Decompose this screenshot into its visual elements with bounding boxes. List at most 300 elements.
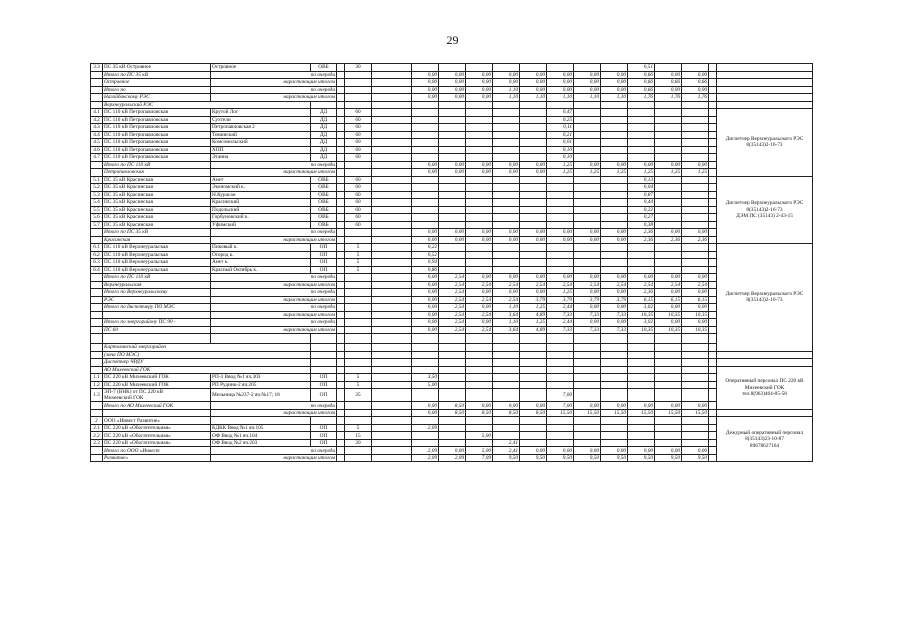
blank-cell bbox=[337, 359, 345, 367]
value-cell bbox=[439, 116, 466, 124]
power-cell: 20 bbox=[345, 439, 372, 447]
value-cell bbox=[412, 417, 439, 425]
value-cell bbox=[601, 251, 628, 259]
blank-cell bbox=[337, 381, 345, 389]
value-cell bbox=[682, 432, 709, 440]
value-cell: 2,54 bbox=[466, 281, 493, 289]
value-cell bbox=[601, 221, 628, 229]
blank-cell bbox=[372, 71, 412, 79]
value-cell bbox=[520, 259, 547, 267]
value-cell: 15,50 bbox=[655, 409, 682, 417]
value-cell: 8,50 bbox=[466, 409, 493, 417]
value-cell bbox=[655, 124, 682, 132]
value-cell: 0,00 bbox=[682, 289, 709, 297]
value-cell bbox=[601, 191, 628, 199]
blank-cell bbox=[628, 366, 655, 374]
table-row bbox=[91, 374, 813, 382]
power-cell: 60 bbox=[345, 146, 372, 154]
value-cell: 0,00 bbox=[493, 169, 520, 177]
blank-cell bbox=[372, 334, 412, 344]
blank-cell bbox=[345, 366, 372, 374]
power-cell: 5 bbox=[345, 259, 372, 267]
value-cell: 0,21 bbox=[547, 131, 574, 139]
value-cell bbox=[520, 417, 547, 425]
category-cell: ОП bbox=[311, 389, 337, 402]
blank-cell bbox=[682, 359, 709, 367]
substation-name: ПС 220 кВ «Обогатительная» bbox=[103, 439, 211, 447]
subtotal-kind: по очереди bbox=[211, 86, 337, 94]
value-cell bbox=[574, 176, 601, 184]
value-cell bbox=[682, 131, 709, 139]
value-cell: 0,00 bbox=[628, 161, 655, 169]
value-cell: 0,00 bbox=[682, 447, 709, 455]
table-row bbox=[91, 447, 813, 455]
subtotal-kind: по очереди bbox=[211, 71, 337, 79]
value-cell: 0,00 bbox=[547, 447, 574, 455]
blank-cell bbox=[337, 281, 345, 289]
value-cell bbox=[655, 374, 682, 382]
table-row bbox=[91, 71, 813, 79]
table-row bbox=[91, 109, 813, 117]
contact-note-line: ДЭМ ПС (35143) 2-43-15 bbox=[736, 212, 793, 219]
value-cell: 1,25 bbox=[547, 289, 574, 297]
table-row bbox=[91, 326, 813, 334]
value-cell bbox=[574, 199, 601, 207]
value-cell: 0,00 bbox=[520, 447, 547, 455]
value-cell: 0,00 bbox=[682, 86, 709, 94]
value-cell: 9,50 bbox=[520, 454, 547, 462]
value-cell bbox=[493, 206, 520, 214]
substation-name: ПС 35 кВ Красинская bbox=[103, 214, 211, 222]
value-cell: 0,00 bbox=[574, 289, 601, 297]
substation-line2: Михеевский ГОК bbox=[104, 395, 144, 402]
blank-cell bbox=[601, 344, 628, 352]
value-cell bbox=[520, 214, 547, 222]
table-row bbox=[91, 161, 813, 169]
value-cell bbox=[628, 381, 655, 389]
value-cell bbox=[601, 184, 628, 192]
blank-cell bbox=[372, 424, 412, 432]
value-cell bbox=[493, 266, 520, 274]
blank-cell bbox=[372, 244, 412, 252]
category-cell: ОВБ bbox=[311, 64, 337, 72]
value-cell: 0,00 bbox=[574, 71, 601, 79]
row-number bbox=[91, 296, 103, 304]
value-cell: 0,00 bbox=[412, 94, 439, 102]
subtotal-label bbox=[103, 409, 211, 417]
blank-cell bbox=[372, 214, 412, 222]
blank-cell bbox=[345, 311, 372, 319]
value-cell: 0,00 bbox=[655, 304, 682, 312]
value-cell: 0,00 bbox=[601, 274, 628, 282]
value-cell bbox=[709, 389, 717, 402]
feeder-name: Экономский к. bbox=[211, 184, 311, 192]
power-cell: 5 bbox=[345, 381, 372, 389]
value-cell bbox=[493, 184, 520, 192]
value-cell bbox=[601, 206, 628, 214]
value-cell: 0,00 bbox=[547, 86, 574, 94]
blank-cell bbox=[337, 101, 345, 109]
subtotal-label: Петропавловская bbox=[103, 169, 211, 177]
value-cell bbox=[547, 244, 574, 252]
value-cell: 2,09 bbox=[412, 454, 439, 462]
value-cell: 1,10 bbox=[520, 94, 547, 102]
value-cell: 0,00 bbox=[412, 169, 439, 177]
blank-cell bbox=[372, 206, 412, 214]
blank-cell bbox=[337, 86, 345, 94]
value-cell bbox=[709, 304, 717, 312]
value-cell: 1,10 bbox=[493, 319, 520, 327]
value-cell bbox=[709, 214, 717, 222]
table-row bbox=[91, 214, 813, 222]
value-cell: 2,54 bbox=[493, 296, 520, 304]
value-cell bbox=[547, 206, 574, 214]
value-cell: 0,00 bbox=[628, 447, 655, 455]
substation-name: ПС 220 кВ «Обогатительная» bbox=[103, 424, 211, 432]
value-cell bbox=[655, 206, 682, 214]
value-cell: 3,02 bbox=[628, 304, 655, 312]
value-cell: 15,50 bbox=[574, 409, 601, 417]
value-cell: 2,44 bbox=[547, 319, 574, 327]
value-cell: 2,54 bbox=[520, 281, 547, 289]
row-number: 5.7 bbox=[91, 221, 103, 229]
blank-cell bbox=[372, 417, 412, 425]
value-cell: 0,00 bbox=[412, 281, 439, 289]
substation-name: ПС 35 кВ Островное bbox=[103, 64, 211, 72]
value-cell: 1,25 bbox=[520, 319, 547, 327]
value-cell bbox=[682, 154, 709, 162]
subtotal-label: Развитие» bbox=[103, 454, 211, 462]
value-cell: 1,25 bbox=[655, 169, 682, 177]
value-cell: 0,00 bbox=[601, 447, 628, 455]
row-number: 4.2 bbox=[91, 116, 103, 124]
value-cell: 0,00 bbox=[439, 447, 466, 455]
blank-cell bbox=[337, 311, 345, 319]
value-cell: 10,35 bbox=[655, 326, 682, 334]
value-cell bbox=[655, 109, 682, 117]
blank-cell bbox=[709, 101, 717, 109]
row-number bbox=[91, 274, 103, 282]
value-cell bbox=[682, 64, 709, 72]
value-cell: 3,79 bbox=[547, 296, 574, 304]
table-row bbox=[91, 184, 813, 192]
table-row bbox=[91, 124, 813, 132]
value-cell: 0,00 bbox=[601, 319, 628, 327]
value-cell bbox=[709, 326, 717, 334]
value-cell bbox=[439, 381, 466, 389]
blank-cell bbox=[372, 64, 412, 72]
blank-cell bbox=[345, 344, 372, 352]
value-cell: 0,00 bbox=[439, 236, 466, 244]
table-row bbox=[91, 319, 813, 327]
value-cell bbox=[709, 116, 717, 124]
blank-cell bbox=[337, 154, 345, 162]
value-cell: 0,00 bbox=[439, 86, 466, 94]
value-cell: 0,11 bbox=[547, 124, 574, 132]
value-cell bbox=[682, 251, 709, 259]
value-cell bbox=[547, 432, 574, 440]
value-cell: 3,79 bbox=[601, 296, 628, 304]
blank-cell bbox=[717, 359, 813, 367]
value-cell bbox=[655, 131, 682, 139]
value-cell: 0,00 bbox=[466, 236, 493, 244]
value-cell: 4,89 bbox=[520, 326, 547, 334]
substation-name bbox=[103, 389, 211, 402]
value-cell: 0,00 bbox=[601, 402, 628, 410]
blank-cell bbox=[372, 454, 412, 462]
blank-cell bbox=[709, 351, 717, 359]
value-cell: 3,79 bbox=[574, 296, 601, 304]
table-row bbox=[91, 454, 813, 462]
value-cell: 0,00 bbox=[601, 79, 628, 87]
value-cell bbox=[466, 389, 493, 402]
blank-cell bbox=[412, 351, 439, 359]
value-cell bbox=[466, 424, 493, 432]
value-cell bbox=[412, 432, 439, 440]
table-row bbox=[91, 94, 813, 102]
contact-note bbox=[717, 417, 813, 462]
blank-cell bbox=[345, 236, 372, 244]
table-row bbox=[91, 244, 813, 252]
power-cell: 60 bbox=[345, 184, 372, 192]
blank-cell bbox=[372, 289, 412, 297]
substation-name: ПС 110 кВ Петропавловская bbox=[103, 124, 211, 132]
value-cell bbox=[709, 154, 717, 162]
value-cell bbox=[682, 199, 709, 207]
value-cell bbox=[574, 154, 601, 162]
power-cell: 60 bbox=[345, 191, 372, 199]
value-cell: 0,00 bbox=[412, 229, 439, 237]
row-number bbox=[91, 344, 103, 352]
substation-name: ПС 110 кВ Петропавловская bbox=[103, 131, 211, 139]
value-cell: 2,54 bbox=[547, 281, 574, 289]
value-cell bbox=[574, 116, 601, 124]
value-cell: 4,89 bbox=[520, 311, 547, 319]
value-cell: 6,15 bbox=[655, 296, 682, 304]
value-cell bbox=[709, 86, 717, 94]
blank-cell bbox=[372, 359, 412, 367]
value-cell bbox=[439, 124, 466, 132]
value-cell bbox=[628, 266, 655, 274]
blank-cell bbox=[337, 116, 345, 124]
category-cell: ДД bbox=[311, 154, 337, 162]
value-cell: 2,41 bbox=[493, 439, 520, 447]
category-cell: ОВБ bbox=[311, 214, 337, 222]
value-cell: 0,00 bbox=[466, 402, 493, 410]
blank-cell bbox=[372, 146, 412, 154]
value-cell: 8,50 bbox=[520, 409, 547, 417]
value-cell: 1,25 bbox=[547, 169, 574, 177]
blank-cell bbox=[709, 359, 717, 367]
value-cell: 2,54 bbox=[466, 311, 493, 319]
value-cell bbox=[439, 417, 466, 425]
value-cell bbox=[628, 124, 655, 132]
value-cell bbox=[439, 251, 466, 259]
value-cell: 0,22 bbox=[412, 244, 439, 252]
value-cell bbox=[547, 417, 574, 425]
value-cell bbox=[493, 191, 520, 199]
value-cell bbox=[574, 191, 601, 199]
value-cell: 3,64 bbox=[493, 326, 520, 334]
value-cell: 1,76 bbox=[628, 94, 655, 102]
value-cell: 5,00 bbox=[466, 432, 493, 440]
value-cell bbox=[682, 424, 709, 432]
value-cell: 3,64 bbox=[493, 311, 520, 319]
value-cell bbox=[574, 146, 601, 154]
value-cell bbox=[412, 154, 439, 162]
table-row bbox=[91, 139, 813, 147]
value-cell bbox=[628, 432, 655, 440]
table-row bbox=[91, 296, 813, 304]
value-cell bbox=[682, 439, 709, 447]
value-cell bbox=[493, 154, 520, 162]
blank-cell bbox=[717, 79, 813, 87]
substation-name: ПС 220 кВ «Обогатительная» bbox=[103, 432, 211, 440]
blank-cell bbox=[345, 351, 372, 359]
blank-cell bbox=[372, 131, 412, 139]
blank-cell bbox=[337, 221, 345, 229]
value-cell: 9,50 bbox=[655, 454, 682, 462]
value-cell: 0,01 bbox=[547, 139, 574, 147]
blank-cell bbox=[372, 169, 412, 177]
blank-cell bbox=[655, 344, 682, 352]
blank-cell bbox=[345, 274, 372, 282]
value-cell bbox=[709, 454, 717, 462]
blank-cell bbox=[520, 359, 547, 367]
value-cell bbox=[466, 244, 493, 252]
category-cell: ОП bbox=[311, 266, 337, 274]
section-heading: Верхнеуральский РЭС bbox=[103, 101, 311, 109]
feeder-name: Горбуновский к. bbox=[211, 214, 311, 222]
value-cell bbox=[547, 214, 574, 222]
value-cell: 2,54 bbox=[439, 326, 466, 334]
subtotal-label bbox=[103, 311, 211, 319]
blank-cell bbox=[717, 101, 813, 109]
value-cell: 0,00 bbox=[412, 71, 439, 79]
blank-cell bbox=[337, 206, 345, 214]
value-cell bbox=[628, 389, 655, 402]
value-cell bbox=[655, 439, 682, 447]
value-cell: 0,87 bbox=[628, 191, 655, 199]
subtotal-label: Итого по ПС 35 кВ bbox=[103, 229, 211, 237]
disconnection-schedule-table bbox=[90, 63, 813, 462]
blank-cell bbox=[337, 199, 345, 207]
category-cell: ОП bbox=[311, 244, 337, 252]
value-cell bbox=[466, 124, 493, 132]
blank-cell bbox=[372, 432, 412, 440]
value-cell: 0,00 bbox=[439, 71, 466, 79]
value-cell bbox=[601, 116, 628, 124]
value-cell bbox=[709, 169, 717, 177]
contact-note-line: Михеевский ГОК bbox=[744, 384, 785, 391]
value-cell bbox=[709, 289, 717, 297]
blank-cell bbox=[345, 454, 372, 462]
category-cell: ОВБ bbox=[311, 184, 337, 192]
blank-cell bbox=[337, 402, 345, 410]
substation-name: ПС 35 кВ Красинская bbox=[103, 191, 211, 199]
row-number: 4.6 bbox=[91, 146, 103, 154]
table-row bbox=[91, 417, 813, 425]
value-cell bbox=[466, 176, 493, 184]
value-cell: 0,00 bbox=[466, 71, 493, 79]
feeder-name: Комсомольский bbox=[211, 139, 311, 147]
table-row bbox=[91, 289, 813, 297]
value-cell: 2,54 bbox=[439, 289, 466, 297]
blank-cell bbox=[372, 389, 412, 402]
value-cell bbox=[709, 146, 717, 154]
row-number bbox=[91, 236, 103, 244]
blank-cell bbox=[439, 351, 466, 359]
value-cell bbox=[493, 124, 520, 132]
blank-cell bbox=[337, 319, 345, 327]
contact-note-line: 89678627164 bbox=[749, 442, 780, 449]
table-row bbox=[91, 334, 813, 344]
value-cell: 0,00 bbox=[412, 274, 439, 282]
blank-cell bbox=[628, 351, 655, 359]
blank-cell bbox=[345, 319, 372, 327]
value-cell: 7,33 bbox=[547, 311, 574, 319]
table-row bbox=[91, 409, 813, 417]
blank-cell bbox=[372, 221, 412, 229]
table-row bbox=[91, 359, 813, 367]
blank-cell bbox=[372, 259, 412, 267]
value-cell bbox=[601, 389, 628, 402]
value-cell bbox=[601, 424, 628, 432]
value-cell: 2,36 bbox=[628, 229, 655, 237]
category-cell: ОП bbox=[311, 251, 337, 259]
value-cell bbox=[682, 221, 709, 229]
row-number bbox=[91, 366, 103, 374]
row-number: 6.1 bbox=[91, 244, 103, 252]
value-cell bbox=[412, 199, 439, 207]
feeder-name: ОФ Ввод №2 яч.203 bbox=[211, 439, 311, 447]
value-cell bbox=[466, 199, 493, 207]
value-cell bbox=[628, 244, 655, 252]
row-number bbox=[91, 447, 103, 455]
value-cell bbox=[574, 251, 601, 259]
value-cell bbox=[709, 191, 717, 199]
blank-cell bbox=[412, 366, 439, 374]
value-cell: 2,54 bbox=[439, 311, 466, 319]
value-cell: 0,00 bbox=[520, 86, 547, 94]
subtotal-kind: нарастающим итогом bbox=[211, 296, 337, 304]
value-cell: 2,54 bbox=[655, 281, 682, 289]
value-cell: 0,00 bbox=[574, 236, 601, 244]
row-number: 4.5 bbox=[91, 139, 103, 147]
value-cell: 0,00 bbox=[682, 161, 709, 169]
row-number: 6.4 bbox=[91, 266, 103, 274]
value-cell bbox=[493, 424, 520, 432]
contact-note-line: Оперативный персонал ПС 220 кВ bbox=[725, 378, 804, 385]
value-cell: 0,00 bbox=[601, 236, 628, 244]
row-number: 2 bbox=[91, 417, 103, 425]
row-number: 3.3 bbox=[91, 64, 103, 72]
value-cell bbox=[520, 374, 547, 382]
blank-cell bbox=[493, 344, 520, 352]
blank-cell bbox=[520, 366, 547, 374]
subtotal-label: Итого по ООО «Инвест bbox=[103, 447, 211, 455]
value-cell: 0,00 bbox=[520, 402, 547, 410]
value-cell: 0,00 bbox=[655, 229, 682, 237]
value-cell: 5,00 bbox=[412, 381, 439, 389]
value-cell: 0,00 bbox=[412, 402, 439, 410]
value-cell bbox=[466, 214, 493, 222]
category-cell: ОВБ bbox=[311, 191, 337, 199]
row-number: 4.7 bbox=[91, 154, 103, 162]
value-cell bbox=[520, 389, 547, 402]
value-cell bbox=[574, 139, 601, 147]
subtotal-kind: нарастающим итогом bbox=[211, 454, 337, 462]
